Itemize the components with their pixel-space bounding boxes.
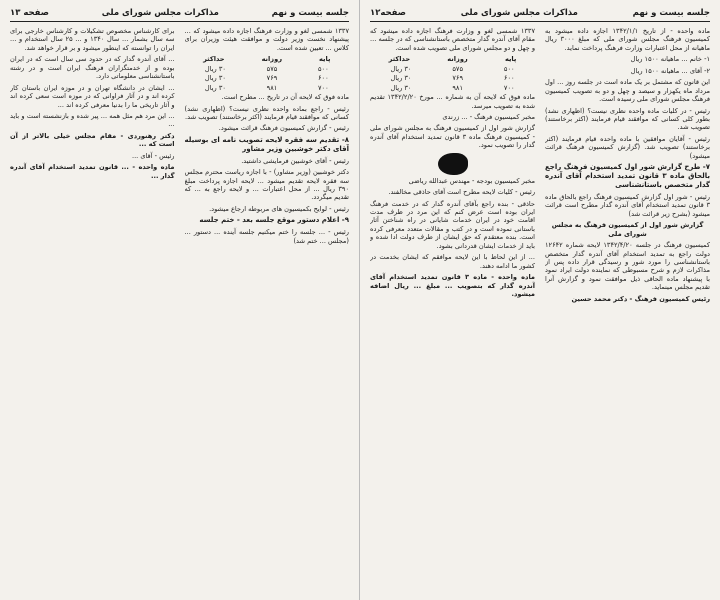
ink-blot-icon [438,153,468,175]
table-cell: ۳۰ ریال [390,83,412,92]
paragraph: رئیس - گزارش کمیسیون فرهنگ قرائت میشود. [218,124,349,133]
table-row [370,65,535,73]
table-cell: ۵۷۵ [266,64,278,73]
paragraph: گزارش شور اول از کمیسیون فرهنگ به مجلس شورای ملی [551,221,704,238]
header-title: مذاکرات مجلس شورای ملی [460,8,578,18]
table-cell: ۷۰۰ [318,83,329,92]
table-cell: ۳۰ ریال [390,74,412,83]
paragraph: رئیس - شور اول گزارش کمیسیون فرهنگ راجع بالحاق ماده ۳ قانون تمدید استخدام آقای آندره گدار مطرح است قرائت میشود (بشرح زیر قرائت شد) [545,192,710,218]
table-cell: ۹۸۱ [452,83,464,92]
table-cell: روزانه [447,55,468,64]
header-session: جلسه بیست و نهم [271,8,349,18]
table-row [370,84,535,92]
paragraph: ۲- آقای ... ماهیانه ۱۵۰۰ ریال [630,66,710,75]
paragraph: ماده فوق که لایحه آن به شماره ... مورخ ۱۳۴۲/۲/۲۰ تقدیم شده به تصویب میرسد. [370,93,535,110]
paragraph: رئیس - لوایح بکمیسیون های مربوطه ارجاع میشود. [209,204,349,213]
paragraph: رئیس - راجع بماده واحده نظری نیست؟ (اظهاری نشد) کسانی که موافقند قیام فرمایند (اکثر برخاستند) تصویب شد. [184,104,349,121]
paragraph: ماده واحده - ماده ۳ قانون تمدید استخدام آقای آندره گدار که بتصویب ... مبلغ ... ریال اضافه میشود. [370,273,535,298]
paragraph: ... آقای آندره گدار که در حدود سی سال است که در ایران بوده و از خدمتگزاران فرهنگ ایران است و در رشته باستانشناسی معلوماتی دارد. [10,55,175,81]
signature-line: رئیس کمیسیون فرهنگ - دکتر محمد حسین [571,294,710,303]
text-columns [10,27,349,587]
table-cell: ۵۰۰ [318,64,329,73]
paragraph: گزارش شور اول از کمیسیون فرهنگ به مجلس شورای ملی - کمیسیون فرهنگ ماده ۳ قانون تمدید استخدام آقای آندره گدار را تصویب نمود. [370,124,535,150]
paragraph: کمیسیون فرهنگ در جلسه ۱۳۴۲/۴/۲۰ لایحه شماره ۱۲۶۴۲ دولت راجع به تمدید استخدام آقای آندره گدار متخصص باستانشناسی را مورد شور و رسیدگی قرار داده پس از مذاکرات لازم و شرح مسبوطی که نماینده دولت ایراد نمود با پیشنهاد ماده الحاقی ذیل موافقت نمود و گزارش آنرا تقدیم مجلس مینماید. [545,241,710,292]
table-cell: ۷۶۹ [266,74,278,83]
column-right [185,27,350,587]
paragraph: رئیس - آقای خوشبین فرمایشی داشتید. [241,156,349,165]
section-heading: ۹- اعلام دستور موقع جلسه بعد - ختم جلسه [199,216,349,225]
paragraph: ماده فوق که لایحه آن در تاریخ ... مطرح است. [221,93,349,102]
header-page-number: صفحه ۱۳ [10,8,49,18]
paragraph: مخبر کمیسیون بودجه - مهندس عبدالله ریاضی [408,176,535,185]
column-right [545,27,710,587]
table-cell: حداکثر [203,55,225,64]
right-page [360,0,720,600]
header-session: جلسه بیست و نهم [632,8,710,18]
paragraph: ۱- خانم ... ماهیانه ۱۵۰۰ ریال [630,55,710,64]
table-cell: ۶۰۰ [503,74,515,83]
table-row [370,74,535,82]
page-header [10,8,349,22]
table-cell: ۳۰ ریال [390,64,412,73]
table-row [185,74,350,82]
paragraph: دکتر رهنوردی - مقام مجلس خیلی بالاتر از آن است که ... [10,131,175,149]
page-header [370,8,710,22]
table-cell: ۵۰۰ [503,64,515,73]
table-cell: ۹۸۱ [266,83,278,92]
table-cell: پایه [504,55,517,64]
paragraph: دکتر خوشبین (وزیر مشاور) - با اجازه ریاست محترم مجلس سه فقره لایحه تقدیم میشود ... لایحه اجازه پرداخت مبلغ ۳۹۰ ریال ... از محل اعتبارات ... و لایحه راجع به ... که تقدیم میگردد. [184,168,349,202]
column-left [10,27,175,587]
table-cell: ۶۰۰ [318,74,329,83]
header-title: مذاکرات مجلس شورای ملی [101,8,219,18]
table-header-row [185,55,350,63]
paragraph: رئیس - کلیات لایحه مطرح است آقای حاذقی مخالفند. [388,188,535,197]
table-cell: روزانه [261,55,282,64]
paragraph: رئیس - در کلیات ماده واحده نظری نیست؟ (اظهاری نشد) بطور کلی کسانی که موافقند قیام فرمایند (اکثر برخاستند) تصویب شد. [545,106,710,132]
table-cell: ۳۰ ریال [204,64,226,73]
paragraph: ماده واحده - از تاریخ ۱۳۴۲/۱/۱ اجازه داده میشود به کمیسیون فرهنگ مجلس شورای ملی که مبلغ ۳۰۰۰ ریال ماهیانه از محل اعتبارات وزارت فرهنگ پرداخت نماید. [545,27,710,52]
text-columns [370,27,710,587]
paragraph: رئیس - آقایان موافقین با ماده واحده قیام فرمایند (اکثر برخاستند) تصویب شد. (گزارش کمیسیون فرهنگ قرائت میشود) [545,134,710,160]
header-page-number: صفحه۱۲ [370,8,407,18]
table-cell: پایه [319,55,331,64]
paragraph: این قانون که مشتمل بر یک ماده است در جلسه روز ... اول مرداد ماه یکهزار و سیصد و چهل و دو به تصویب کمیسیون فرهنگ مجلس شورای ملی رسیده است. [545,78,710,104]
paragraph: ... این مرد هم مثل همه ... پیر شده و بازنشسته است و باید ... [10,111,175,129]
paragraph: ۱۳۳۷ شمسی لغو و وزارت فرهنگ اجازه داده میشود که ... پیشنهاد نخست وزیر دولت و موافقت هیئت وزیران برای کلاس ... تعیین شده است. [184,27,349,52]
column-left [370,27,535,587]
table-cell: ۵۷۵ [452,64,464,73]
paragraph: حاذقی - بنده راجع بآقای آندره گدار که در خدمت فرهنگ ایران بوده است عرض کنم که این مرد در ظرف مدت اقامت خود در ایران خدمات شایانی در راه شناختن آثار باستانی نموده است و در کتب و مقالات متعدد معرفی کرده است. بنده معتقدم که حق ایشان از طرف دولت ادا شده و باید از خدمات ایشان قدردانی بشود. [370,199,535,250]
paragraph: مخبر کمیسیون فرهنگ - ... زرندی [442,112,535,121]
table-row [185,65,350,73]
paragraph: رئیس - آقای ... [131,151,175,160]
paragraph: رئیس - ... جلسه را ختم میکنیم جلسه آینده ... دستور ... (مجلس ... ختم شد) [184,228,349,245]
table-cell: ۳۰ ریال [204,74,226,83]
table-cell: ۷۶۹ [452,74,464,83]
paragraph: ۱۳۳۷ شمسی لغو و وزارت فرهنگ اجازه داده میشود که مقام آقای آندره گدار متخصص باستانشناسی که در جلسه ... و چهل و دو مجلس شورای ملی تصویب شده است. [370,27,535,52]
paragraph: برای کارشناس مخصوص تشکیلات و کارشناس خارجی برای سه سال بشمار ... سال ۱۳۴۰ و ... ۲۵ سال استخدام و ... ایران را توانسته که اینطور میشود و بر قرار خواهد شد. [10,27,175,52]
table-header-row [370,55,535,63]
table-cell: حداکثر [388,55,411,64]
paragraph: ماده واحده - ... قانون تمدید استخدام آقای آندره گدار ... [10,163,175,180]
table-row [185,84,350,92]
table-cell: ۳۰ ریال [204,83,226,92]
paragraph: ... ایشان در دانشگاه تهران و در موزه ایران باستان کار کرده اند و در آثار فراوانی که در موزه است سعی کرده اند و آثار تاریخی ما را بدنیا معرفی کرده اند ... [10,83,175,109]
section-heading: ۸- تقدیم سه فقره لایحه تصویب نامه ای بوسیله آقای دکتر خوشبین وزیر مشاور [184,135,349,153]
table-cell: ۷۰۰ [503,83,515,92]
paragraph: ... از این لحاظ با این لایحه موافقم که ایشان بخدمت در کشور ما ادامه دهند. [370,253,535,270]
section-heading: ۷- طرح گزارش شور اول کمیسیون فرهنگ راجع بالحاق ماده ۳ قانون تمدید استخدام آقای آندره گدار متخصص باستانشناسی [545,163,710,190]
